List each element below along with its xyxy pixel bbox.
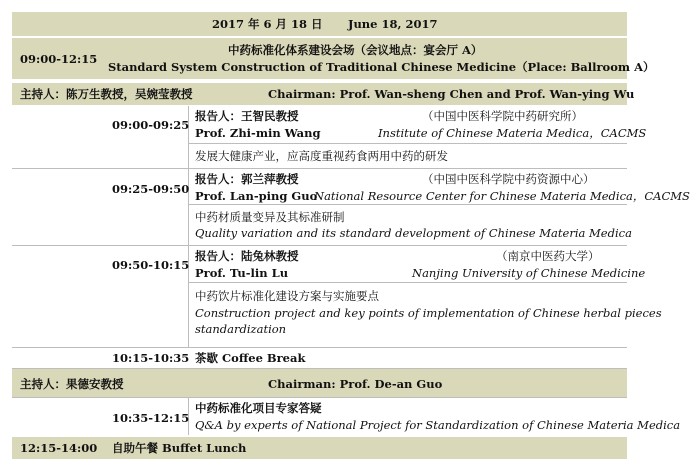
break-time: 10:15-10:35 <box>112 351 190 365</box>
qa-row <box>12 398 681 435</box>
talk3-title-en-1: Construction project and key points of implementation of Chinese herbal pieces <box>195 306 662 320</box>
date-header <box>12 12 627 36</box>
chair1-cn: 主持人：陈万生教授，吴婉莹教授 <box>20 87 193 101</box>
session-time: 09:00-12:15 <box>20 52 98 66</box>
talk2-speaker-en: Prof. Lan-ping Guo <box>195 189 318 203</box>
talk3-affil-cn: （南京中医药大学） <box>496 249 600 263</box>
chair-row-2 <box>12 369 627 397</box>
talk-2 <box>12 169 690 245</box>
talk1-affil-cn: （中国中医科学院中药研究所） <box>422 109 583 123</box>
talk2-title-en: Quality variation and its standard development of Chinese Materia Medica <box>195 226 632 240</box>
chair2-cn: 主持人：果德安教授 <box>20 377 124 391</box>
talk3-speaker-en: Prof. Tu-lin Lu <box>195 266 289 280</box>
talk2-title-cn: 中药材质量变异及其标准研制 <box>195 210 345 224</box>
talk1-title-cn: 发展大健康产业，应高度重视药食两用中药的研发 <box>195 149 448 163</box>
talk2-speaker-cn: 报告人：郭兰萍教授 <box>195 172 299 186</box>
session-title-cn: 中药标准化体系建设会场（会议地点：宴会厅 A） <box>228 43 483 57</box>
talk-1 <box>12 106 647 168</box>
session-header <box>12 38 655 79</box>
qa-time: 10:35-12:15 <box>112 411 190 425</box>
talk3-affil-en: Nanjing University of Chinese Medicine <box>412 266 646 280</box>
lunch-time: 12:15-14:00 <box>20 441 98 455</box>
lunch-label: 自助午餐 Buffet Lunch <box>112 441 247 455</box>
schedule-table <box>12 12 690 459</box>
chair-row-1 <box>12 83 635 105</box>
qa-title-en: Q&A by experts of National Project for Standardization of Chinese Materia Medica <box>195 418 681 432</box>
talk3-time: 09:50-10:15 <box>112 258 190 272</box>
session-title-en: Standard System Construction of Traditional Chinese Medicine（Place: Ballroom A） <box>108 60 655 74</box>
talk-3 <box>12 246 662 347</box>
talk2-affil-cn: （中国中医科学院中药资源中心） <box>422 172 595 186</box>
talk3-title-en-2: standardization <box>195 322 287 336</box>
coffee-break-row <box>12 348 627 368</box>
break-label: 茶歇 Coffee Break <box>195 351 306 365</box>
talk1-affil-en: Institute of Chinese Materia Medica，CACMS <box>378 126 647 140</box>
chair2-en: Chairman: Prof. De-an Guo <box>268 377 443 391</box>
talk2-affil-en: National Resource Center for Chinese Materia Medica，CACMS <box>314 189 690 203</box>
talk1-speaker-cn: 报告人：王智民教授 <box>195 109 299 123</box>
chair1-en: Chairman: Prof. Wan-sheng Chen and Prof. Wan-ying Wu <box>268 87 635 101</box>
talk2-time: 09:25-09:50 <box>112 182 190 196</box>
talk1-speaker-en: Prof. Zhi-min Wang <box>195 126 321 140</box>
qa-title-cn: 中药标准化项目专家答疑 <box>195 401 322 415</box>
date-en: June 18, 2017 <box>348 17 438 31</box>
lunch-row <box>12 437 627 459</box>
date-cn: 2017 年 6 月 18 日 <box>212 17 323 31</box>
talk3-speaker-cn: 报告人：陆兔林教授 <box>195 249 299 263</box>
talk3-title-cn: 中药饮片标准化建设方案与实施要点 <box>195 289 379 303</box>
talk1-time: 09:00-09:25 <box>112 118 190 132</box>
